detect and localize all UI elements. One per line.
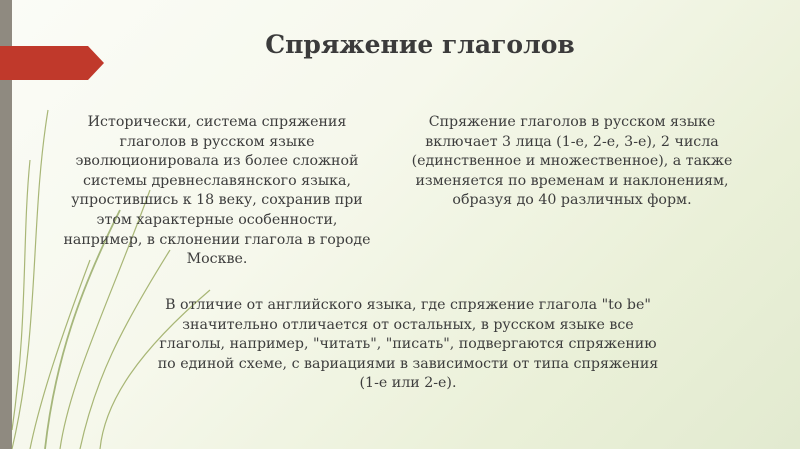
text-line: Спряжение глаголов в русском языке	[428, 114, 716, 130]
text-line: В отличие от английского языка, где спряжение глагола "to be"	[165, 297, 651, 313]
text-line: этом характерные особенности,	[96, 211, 338, 228]
right-text-block	[396, 113, 748, 211]
text-line: например, в склонении глагола в городе	[63, 231, 371, 248]
slide-title: Спряжение глаголов	[265, 30, 575, 59]
text-line: образуя до 40 различных форм.	[452, 192, 692, 209]
text-line: по единой схеме, с вариациями в зависимости от типа спряжения	[157, 355, 659, 372]
title-flag-arrow	[0, 46, 104, 80]
text-line: системы древнеславянского языка,	[83, 172, 351, 189]
text-line: эволюционировала из более сложной	[75, 153, 359, 170]
text-line: Исторически, система спряжения	[87, 114, 347, 130]
text-line: глаголов в русском языке	[119, 133, 315, 150]
text-line: глаголы, например, "читать", "писать", подвергаются спряжению	[159, 336, 657, 353]
text-line: значительно отличается от остальных, в русском языке все	[182, 316, 634, 333]
left-text-block	[52, 113, 382, 270]
text-line: включает 3 лица (1-е, 2-е, 3-е), 2 числа	[425, 133, 719, 150]
text-line: (1-е или 2-е).	[359, 375, 457, 392]
bottom-text-block	[128, 296, 688, 394]
text-line: Москве.	[186, 251, 248, 268]
text-line: изменяется по временам и наклонениям,	[415, 172, 729, 189]
text-line: (единственное и множественное), а также	[411, 153, 733, 170]
text-line: упростившись к 18 веку, сохранив при	[71, 192, 363, 209]
